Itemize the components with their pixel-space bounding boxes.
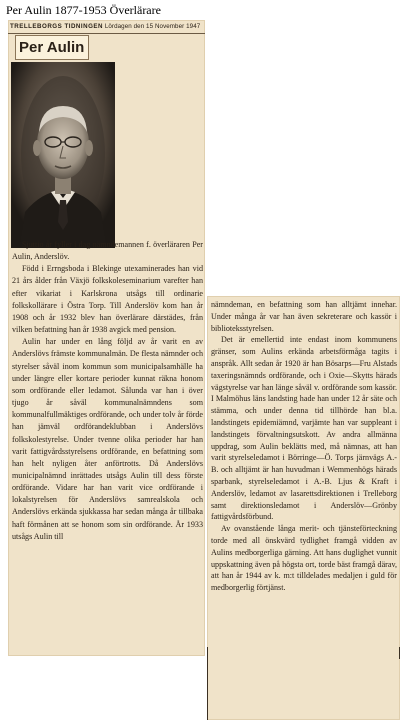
clipping-edge	[207, 647, 208, 720]
paragraph: nämndeman, en befattning som han alltjämt innehar. Under många år var han även sekreterare och kassör i biblioteksstyrelsen.	[211, 300, 397, 333]
newspaper-clipping-right	[207, 296, 400, 720]
paragraph: Det är emellertid inte endast inom kommunens gränser, som Aulins erkända arbetsförmåga tagits i anspråk. Allt sedan år 1920 är han Bösarps—Fru Alstads taxeringsnämnds ordförande, och i Oxie—Skytts härads vägstyrelse var han länge såväl v. ordförande som kassör. I Malmöhus läns landsting hade han under 12 år säte och stämma, och under denna tid tillhörde han bl.a. landstingets epidemiämnd, varjämte han var suppleant i landstingets förvaltningsutskott. Av andra allmänna uppdrag, som Aulin beklätts med, må nämnas, att han varit styrelseledamot i Börringe—Ö. Torps järnvägs A.-B. och alltjämt är han huvudman i Wemmenhögs härads sparbank, styrelseledamot i A.-B. Ljus & Kraft i Anderslöv, ledamot av lasarettsdirektionen i Trelleborg samt direktionsledamot i Anderslöv—Grönby fattigvårdsförbund.	[211, 335, 397, 522]
newspaper-clipping-left	[8, 20, 205, 656]
clipping-edge	[399, 647, 400, 659]
article-body-right	[211, 299, 397, 594]
masthead-paper-name: TRELLEBORGS TIDNINGEN	[10, 23, 104, 30]
paragraph: Av ovanstående långa merit- och tjänsteförteckning torde med all önskvärd tydlighet framgå vidden av Aulins medborgerliga gärning. Att hans duglighet vunnit uppskattning även på högsta ort, torde bäst framgå därav, att han år 1944 av k. m:t tilldelades medaljen i guld för medborgerlig förtjänst.	[211, 524, 397, 593]
paragraph: Sjuttio år fyller i dag nämndemannen f. överläraren Per Aulin, Anderslöv.	[12, 240, 203, 262]
article-body-left	[12, 239, 203, 543]
paragraph: Aulin har under en lång följd av år varit en av Anderslövs främste kommunalmän. De flesta nämnder och styrelser såväl inom kommun som municipalsamhälle ha under längre eller kortare perioder kunnat räkna honom som ordförande eller ledamot. Sålunda var han i över tjugo år såväl kommunalnämndens som kommunalfullmäktiges ordförande, och under tolv år förde han jämväl ordförandeklubban i Anderslövs folkskolestyrelse. Under tvenne olika perioder har han varit fattigvårdsstyrelsens ordförande, en befattning som han helt nyligen åter anförtrotts. Då Anderslövs municipalnämnd inrättades utsågs Aulin till dess förste ordförande. Vidare har han varit vice ordförande i lokalstyrelsen för Anderslövs samrealskola och Anderslövs erkända sjukkassa har sedan många år tillbaka haft förmånen att se honom som sin ordförande. År 1933 utsågs Aulin till	[12, 337, 203, 541]
portrait-photo	[11, 62, 115, 248]
newspaper-masthead	[8, 20, 205, 34]
headline: Per Aulin	[15, 35, 89, 60]
paragraph: Född i Errngsboda i Blekinge utexaminerades han vid 21 års ålder från Växjö folkskoleseminarium varefter han efter vikariat i Karlskrona utsågs till ordinarie folkskollärare i Östra Torp. Till Anderslöv kom han år 1908 och år 1932 blev han överlärare därstädes, från vilken befattning han år 1938 avgick med pension.	[12, 264, 203, 335]
page-title: Per Aulin 1877-1953 Överlärare	[6, 3, 161, 17]
portrait-image	[11, 62, 115, 248]
masthead-date: Lördagen den 15 November 1947	[104, 23, 201, 30]
